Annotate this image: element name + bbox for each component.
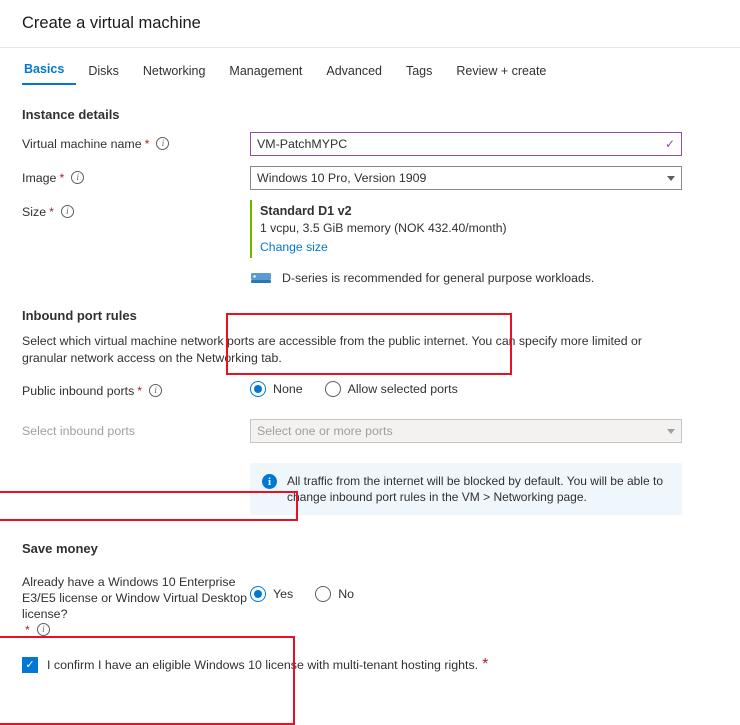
public-inbound-ports-radio-group — [250, 379, 682, 397]
tab-tags[interactable]: Tags — [405, 64, 433, 78]
size-name: Standard D1 v2 — [260, 204, 352, 218]
tab-review-create[interactable]: Review + create — [456, 64, 547, 78]
tab-basics[interactable]: Basics — [22, 58, 76, 85]
label-image — [22, 166, 250, 186]
info-icon[interactable]: i — [61, 205, 74, 218]
radio-dot-icon — [325, 381, 341, 397]
info-icon[interactable]: i — [149, 384, 162, 397]
label-select-inbound-ports — [22, 419, 250, 439]
required-marker: * — [482, 656, 489, 673]
select-inbound-ports-placeholder: Select one or more ports — [257, 424, 393, 438]
vm-name-input[interactable] — [250, 132, 682, 156]
field-banner — [250, 461, 682, 515]
label-public-inbound-ports — [22, 379, 250, 399]
field-row-license — [22, 570, 718, 638]
radio-dot-icon — [315, 586, 331, 602]
label-vm-name — [22, 132, 250, 152]
radio-allow-selected-ports[interactable] — [325, 381, 458, 397]
radio-none[interactable] — [250, 381, 303, 397]
image-value: Windows 10 Pro, Version 1909 — [257, 171, 427, 185]
label-public-inbound-ports-text: Public inbound ports — [22, 384, 135, 398]
field-select-inbound-ports — [250, 419, 682, 443]
field-size — [250, 200, 682, 258]
required-marker: * — [49, 205, 54, 219]
tab-networking[interactable]: Networking — [142, 64, 206, 78]
field-row-vm-name — [22, 132, 718, 156]
inbound-port-rules-description: Select which virtual machine network ports are accessible from the public internet. You can specify more limited or granular network access on the Networking tab. — [22, 334, 642, 365]
radio-license-yes-label: Yes — [273, 587, 294, 601]
label-size-text: Size — [22, 205, 47, 219]
info-icon[interactable]: i — [156, 137, 169, 150]
field-public-inbound-ports — [250, 379, 682, 397]
tab-advanced[interactable]: Advanced — [326, 64, 382, 78]
size-recommendation-text: D-series is recommended for general purpose workloads. — [282, 271, 595, 285]
info-icon[interactable]: i — [37, 623, 50, 636]
tab-disks[interactable]: Disks — [88, 64, 119, 78]
required-marker: * — [25, 623, 30, 637]
vm-series-icon — [250, 270, 272, 286]
vm-name-value: VM-PatchMYPC — [257, 137, 348, 151]
radio-allow-selected-ports-label: Allow selected ports — [347, 382, 458, 396]
license-confirm-label: I confirm I have an eligible Windows 10 license with multi-tenant hosting rights. — [47, 658, 479, 672]
chevron-down-icon — [667, 429, 675, 434]
license-confirm-checkbox[interactable]: ✓ — [22, 657, 38, 673]
label-vm-name-text: Virtual machine name — [22, 137, 142, 151]
chevron-down-icon — [667, 176, 675, 181]
license-confirm-row[interactable] — [22, 656, 718, 674]
inbound-ports-info-banner-text: All traffic from the internet will be blocked by default. You will be able to change inbound port rules in the VM > Networking page. — [287, 474, 663, 504]
radio-license-yes[interactable] — [250, 586, 293, 602]
field-image — [250, 166, 682, 190]
wizard-tabs — [0, 48, 740, 85]
label-image-text: Image — [22, 171, 57, 185]
change-size-link[interactable]: Change size — [260, 240, 328, 254]
label-size — [22, 200, 250, 220]
field-row-size — [22, 200, 718, 258]
radio-none-label: None — [273, 382, 303, 396]
section-title-save-money: Save money — [22, 541, 98, 556]
radio-license-no[interactable] — [315, 586, 354, 602]
field-row-public-inbound-ports — [22, 379, 718, 403]
label-license-question-text: Already have a Windows 10 Enterprise E3/E5 license or Window Virtual Desktop license? — [22, 575, 247, 621]
field-vm-name — [250, 132, 682, 156]
image-dropdown[interactable] — [250, 166, 682, 190]
field-license — [250, 570, 682, 602]
required-marker: * — [137, 384, 143, 398]
info-icon[interactable]: i — [71, 171, 84, 184]
field-row-image — [22, 166, 718, 190]
tab-management[interactable]: Management — [229, 64, 303, 78]
annotation-box-save-money — [0, 636, 295, 725]
inbound-ports-info-banner — [250, 463, 682, 515]
select-inbound-ports-dropdown — [250, 419, 682, 443]
checkmark-icon: ✓ — [664, 137, 675, 151]
radio-dot-icon — [250, 381, 266, 397]
required-marker: * — [59, 171, 65, 185]
info-circle-icon: i — [262, 474, 277, 489]
label-license-question — [22, 570, 250, 638]
page-title: Create a virtual machine — [22, 14, 201, 32]
field-row-select-inbound-ports — [22, 419, 718, 443]
required-marker: * — [144, 137, 150, 151]
banner-spacer — [22, 461, 250, 465]
radio-license-no-label: No — [338, 587, 355, 601]
size-summary — [250, 200, 682, 258]
size-description: 1 vcpu, 3.5 GiB memory (NOK 432.40/month) — [260, 221, 507, 235]
size-recommendation — [250, 270, 718, 286]
radio-dot-icon — [250, 586, 266, 602]
form-content — [0, 107, 740, 674]
section-title-instance-details: Instance details — [22, 107, 120, 122]
license-radio-group — [250, 584, 682, 602]
label-select-inbound-ports-text: Select inbound ports — [22, 424, 135, 438]
section-title-inbound-port-rules: Inbound port rules — [22, 308, 137, 323]
inbound-ports-banner-row — [22, 461, 718, 515]
